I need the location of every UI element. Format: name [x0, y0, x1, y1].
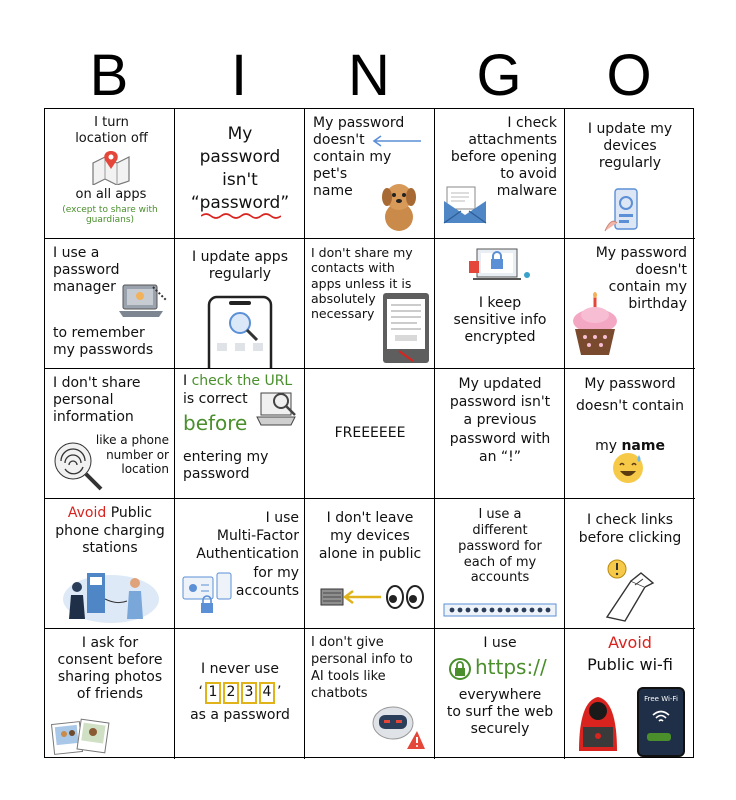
bingo-grid	[44, 108, 694, 758]
bingo-cell-20[interactable]	[565, 499, 695, 629]
connect-button	[647, 733, 671, 741]
https-text: https://	[475, 655, 547, 679]
header-letter-n: N	[348, 43, 390, 108]
cell-text: I use a password manager	[53, 245, 120, 296]
cell-text: I keep sensitive info encrypted	[453, 295, 547, 346]
cell-text: to remember my passwords	[53, 325, 154, 359]
quote-open: ‘	[198, 684, 203, 701]
phone-app-update-icon	[205, 295, 275, 369]
bingo-cell-25[interactable]	[565, 629, 695, 759]
digits-row	[195, 683, 285, 703]
hacker-icon	[573, 681, 623, 751]
cell-text: I check links before clicking	[578, 512, 682, 547]
cell-text: like a phone number or location	[95, 433, 169, 477]
free-space-text: FREEEEEE	[334, 425, 406, 441]
bingo-cell-14[interactable]	[435, 369, 565, 499]
cell-line-1	[49, 505, 171, 522]
robot-warning-icon	[367, 699, 425, 751]
cell-text: I use	[483, 635, 517, 651]
cell-text: I check attachments before opening to avoid malware	[450, 115, 557, 200]
free-wifi-label: Free Wi-Fi	[644, 695, 678, 703]
header-letter-i: I	[230, 43, 248, 108]
cell-note: (except to share with guardians)	[62, 205, 158, 226]
phone-wifi-sign	[637, 687, 685, 757]
bingo-cell-6[interactable]	[45, 239, 175, 369]
header-letter-o: O	[606, 43, 652, 108]
charging-station-icon	[59, 565, 163, 625]
cupcake-icon	[569, 291, 623, 361]
bingo-cell-10[interactable]	[565, 239, 695, 369]
cell-text: I never use	[201, 661, 279, 677]
digit-box: 4	[259, 682, 275, 703]
bingo-cell-24[interactable]	[435, 629, 565, 759]
cell-text: I don't give personal info to AI tools like chatbots	[311, 635, 413, 701]
envelope-icon	[443, 185, 487, 225]
bingo-cell-12[interactable]	[175, 369, 305, 499]
phone-update-icon	[603, 187, 647, 233]
arrow-left-icon	[371, 135, 423, 147]
bingo-cell-22[interactable]	[175, 629, 305, 759]
encrypted-laptop-icon	[469, 245, 533, 291]
cell-text: everywhere to surf the web securely	[446, 687, 554, 738]
cell-text: My password isn't	[199, 124, 281, 190]
cell-text: I turn location off	[75, 115, 148, 146]
lock-icon	[449, 657, 471, 681]
password-dots-icon	[443, 603, 557, 617]
header-letter-g: G	[476, 43, 522, 108]
cell-text: I use Multi-Factor Authentication for my accounts	[196, 510, 299, 599]
cell-text: as a password	[190, 707, 290, 723]
cell-text: my	[595, 438, 622, 455]
permission-dialog-icon	[381, 291, 431, 365]
hand-warning-icon	[601, 557, 659, 623]
cell-text-bold: name	[621, 438, 665, 455]
cell-text: entering my password	[183, 449, 269, 483]
bingo-cell-11[interactable]	[45, 369, 175, 499]
cell-text: is correct	[183, 391, 248, 407]
bingo-cell-16[interactable]	[45, 499, 175, 629]
bingo-cell-4[interactable]	[435, 109, 565, 239]
bingo-cell-8[interactable]	[305, 239, 435, 369]
puppy-icon	[379, 177, 419, 233]
cell-line-3	[569, 419, 691, 455]
cell-text: My password	[584, 376, 676, 392]
bingo-cell-1[interactable]	[45, 109, 175, 239]
cell-text-avoid: Avoid	[608, 633, 652, 652]
multi-factor-auth-icon	[181, 569, 235, 615]
cell-text: on all apps	[75, 187, 147, 202]
cell-text-big: before	[183, 411, 248, 435]
cell-text: doesn't contain	[576, 398, 684, 414]
map-pin-icon	[91, 149, 131, 185]
digit-box: 2	[223, 682, 239, 703]
bingo-cell-5[interactable]	[565, 109, 695, 239]
header-letter-b: B	[89, 43, 129, 108]
bingo-cell-17[interactable]	[175, 499, 305, 629]
bingo-cell-3[interactable]	[305, 109, 435, 239]
sweat-smile-emoji-icon	[611, 451, 645, 485]
bingo-cell-9[interactable]	[435, 239, 565, 369]
bingo-cell-13[interactable]	[305, 369, 435, 499]
photos-icon	[51, 717, 111, 755]
cell-text: I don't leave my devices alone in public	[318, 510, 422, 563]
bingo-cell-19[interactable]	[435, 499, 565, 629]
bingo-cell-23[interactable]	[305, 629, 435, 759]
cell-text: I update apps regularly	[191, 249, 288, 283]
bingo-cell-21[interactable]	[45, 629, 175, 759]
laptop-magnifier-icon	[251, 387, 301, 441]
laptop-key-icon	[117, 281, 169, 325]
bingo-cell-15[interactable]	[565, 369, 695, 499]
digit-box: 1	[205, 682, 221, 703]
cell-text: I don't share my contacts with apps unless it is absolutely necessary	[311, 245, 413, 321]
cell-text: I	[183, 373, 192, 389]
cell-text-password: “password”	[190, 193, 290, 213]
cell-text: I don't share personal information	[53, 375, 141, 426]
cell-text: I use a different password for each of my accounts	[458, 507, 542, 586]
cell-text: My password doesn't contain my pet's name	[313, 115, 405, 200]
wifi-icon	[651, 709, 671, 725]
digit-box: 3	[241, 682, 257, 703]
cell-text: My password doesn't contain my birthday	[595, 245, 687, 313]
cell-text-avoid: Avoid	[67, 505, 107, 521]
watching-eyes-icon	[317, 579, 427, 615]
cell-text: My updated password isn't a previous password with an “!”	[449, 376, 551, 465]
fingerprint-icon	[51, 439, 105, 491]
squiggle-underline-icon	[201, 212, 281, 220]
quote-close: ’	[277, 684, 282, 701]
bingo-cell-18[interactable]	[305, 499, 435, 629]
cell-text: Public wi-fi	[587, 655, 673, 674]
bingo-cell-2[interactable]	[175, 109, 305, 239]
cell-text-highlight: check the URL	[191, 373, 293, 389]
cell-text: phone charging stations	[55, 523, 165, 557]
bingo-cell-7[interactable]	[175, 239, 305, 369]
bingo-header	[44, 44, 694, 108]
cell-text: Public	[106, 505, 153, 521]
cell-text: I update my devices regularly	[587, 121, 673, 172]
cell-text: I ask for consent before sharing photos of friends	[57, 635, 163, 703]
